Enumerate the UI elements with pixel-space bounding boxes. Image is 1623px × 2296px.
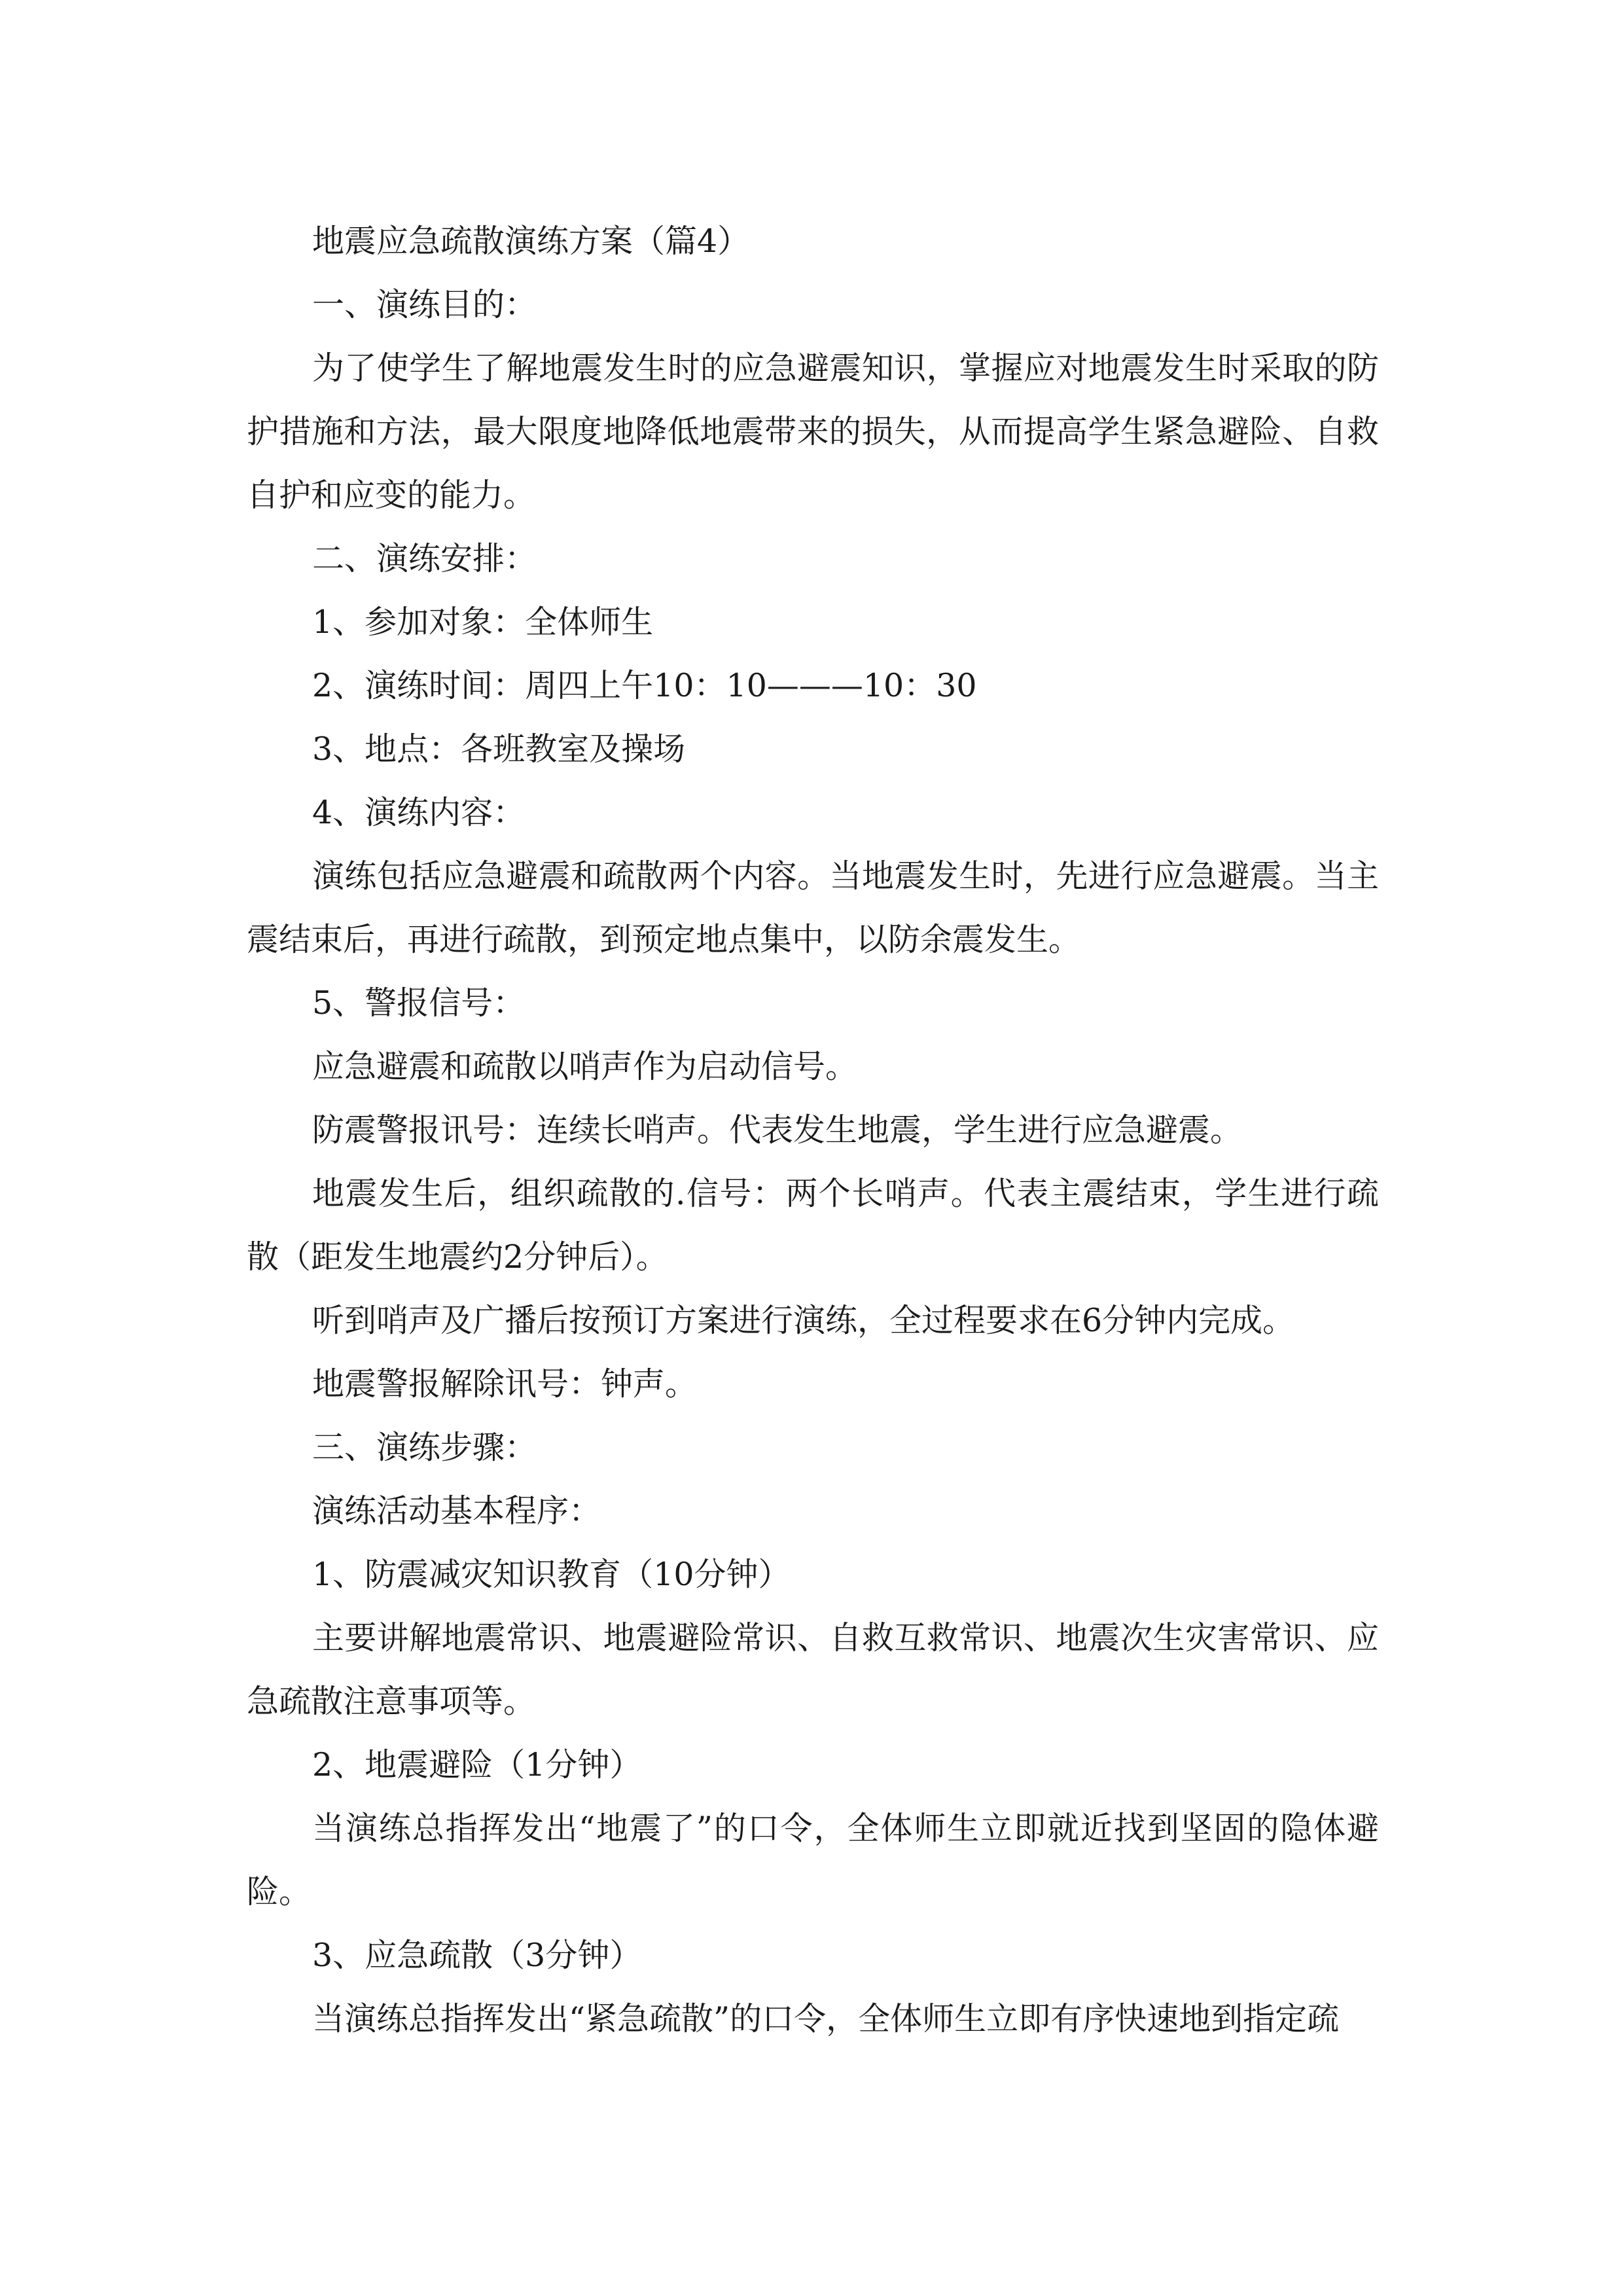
paragraph: 地震发生后，组织疏散的.信号：两个长哨声。代表主震结束，学生进行疏散（距发生地震约2分钟后）。	[247, 1175, 1379, 1276]
paragraph: 演练活动基本程序：	[312, 1492, 601, 1530]
document-title: 地震应急疏散演练方案（篇4）	[312, 223, 750, 260]
list-item: 2、演练时间：周四上午10：10———10：30	[312, 667, 977, 704]
list-item: 5、警报信号：	[312, 984, 526, 1022]
section-heading: 二、演练安排：	[312, 540, 537, 577]
paragraph: 为了使学生了解地震发生时的应急避震知识，掌握应对地震发生时采取的防护措施和方法，最大限度地降低地震带来的损失，从而提高学生紧急避险、自救自护和应变的能力。	[247, 350, 1379, 514]
paragraph: 演练包括应急避震和疏散两个内容。当地震发生时，先进行应急避震。当主震结束后，再进行疏散，到预定地点集中，以防余震发生。	[247, 857, 1379, 958]
paragraph: 地震警报解除讯号：钟声。	[312, 1365, 698, 1403]
paragraph: 当演练总指挥发出“紧急疏散”的口令，全体师生立即有序快速地到指定疏	[312, 2000, 1340, 2037]
list-item: 1、防震减灾知识教育（10分钟）	[312, 1556, 791, 1593]
list-item: 3、应急疏散（3分钟）	[312, 1937, 642, 1974]
section-heading: 三、演练步骤：	[312, 1429, 537, 1466]
paragraph: 当演练总指挥发出“地震了”的口令，全体师生立即就近找到坚固的隐体避险。	[247, 1810, 1379, 1910]
paragraph: 主要讲解地震常识、地震避险常识、自救互救常识、地震次生灾害常识、应急疏散注意事项等。	[247, 1619, 1379, 1720]
list-item: 4、演练内容：	[312, 794, 526, 831]
list-item: 3、地点：各班教室及操场	[312, 730, 686, 768]
paragraph: 防震警报讯号：连续长哨声。代表发生地震，学生进行应急避震。	[312, 1111, 1243, 1149]
document-page	[247, 209, 1379, 2051]
section-heading: 一、演练目的：	[312, 286, 537, 323]
list-item: 2、地震避险（1分钟）	[312, 1746, 642, 1784]
paragraph: 听到哨声及广播后按预订方案进行演练，全过程要求在6分钟内完成。	[312, 1302, 1295, 1339]
list-item: 1、参加对象：全体师生	[312, 603, 654, 641]
paragraph: 应急避震和疏散以哨声作为启动信号。	[312, 1048, 858, 1085]
